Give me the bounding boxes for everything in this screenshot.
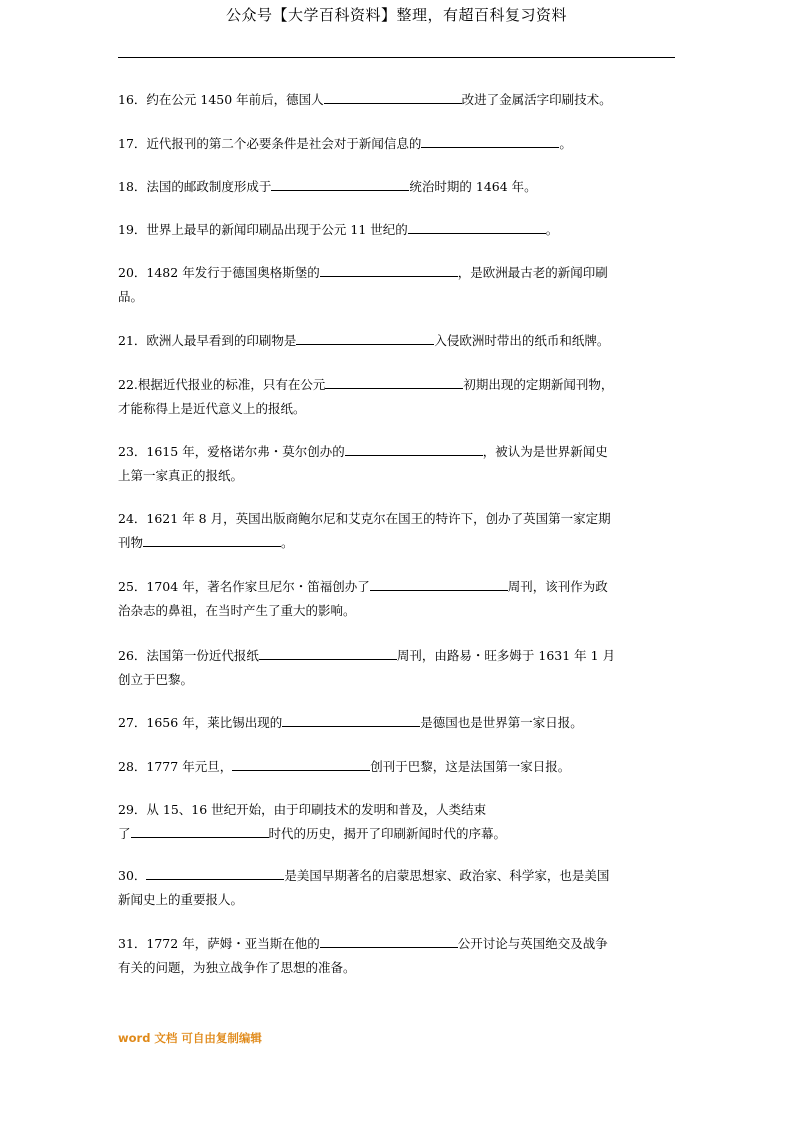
question-text: 新闻史上的重要报人。: [118, 892, 244, 907]
question-29: [118, 798, 638, 846]
question-text: 品。: [118, 289, 144, 304]
question-text: 26．法国第一份近代报纸: [118, 648, 259, 663]
answer-blank[interactable]: [296, 330, 434, 345]
question-21: [118, 329, 638, 353]
question-23: [118, 440, 638, 488]
question-text: 公开讨论与英国绝交及战争: [457, 936, 608, 951]
answer-blank[interactable]: [131, 823, 269, 838]
question-25: [118, 575, 638, 623]
question-text: 19．世界上最早的新闻印刷品出现于公元 11 世纪的: [118, 222, 408, 237]
question-17: [118, 132, 638, 156]
question-text: 创立于巴黎。: [118, 672, 194, 687]
question-text: ，被认为是世界新闻史: [482, 444, 608, 459]
question-text: 入侵欧洲时带出的纸币和纸牌。: [434, 333, 610, 348]
question-text: 24．1621 年 8 月，英国出版商鲍尔尼和艾克尔在国王的特许下，创办了英国第一家定期: [118, 511, 611, 526]
answer-blank[interactable]: [271, 176, 409, 191]
question-text: 23．1615 年，爱格诺尔弗・莫尔创办的: [118, 444, 345, 459]
header-divider: [118, 57, 675, 58]
answer-blank[interactable]: [143, 532, 281, 547]
question-text: 时代的历史，揭开了印刷新闻时代的序幕。: [268, 826, 507, 841]
question-27: [118, 711, 638, 735]
question-text: 初期出现的定期新闻刊物，: [463, 377, 614, 392]
question-text: 28．1777 年元旦，: [118, 759, 233, 774]
question-text: 17．近代报刊的第二个必要条件是社会对于新闻信息的: [118, 136, 422, 151]
question-19: [118, 218, 638, 242]
question-text: 刊物: [118, 535, 144, 550]
question-text: 。: [559, 136, 572, 151]
footer-note: word 文档 可自由复制编辑: [118, 1031, 262, 1045]
question-28: [118, 755, 638, 779]
question-text: ，是欧洲最古老的新闻印刷: [457, 265, 608, 280]
question-text: 。: [545, 222, 559, 237]
answer-blank[interactable]: [408, 219, 546, 234]
question-text: 16．约在公元 1450 年前后，德国人: [118, 92, 324, 107]
question-text: 27．1656 年，莱比锡出现的: [118, 715, 283, 730]
page-header: 公众号【大学百科资料】整理，有超百科复习资料: [225, 6, 567, 24]
question-22: [118, 373, 638, 421]
question-text: 上第一家真正的报纸。: [118, 468, 244, 483]
answer-blank[interactable]: [259, 645, 397, 660]
question-18: [118, 175, 638, 199]
question-20: [118, 261, 638, 309]
question-text: 22.根据近代报业的标准，只有在公元: [118, 377, 326, 392]
question-text: 30．: [118, 868, 147, 883]
answer-blank[interactable]: [282, 712, 420, 727]
question-text: 21．欧洲人最早看到的印刷物是: [118, 333, 297, 348]
question-text: 治杂志的鼻祖，在当时产生了重大的影响。: [118, 603, 356, 618]
question-text: 20．1482 年发行于德国奥格斯堡的: [118, 265, 320, 280]
answer-blank[interactable]: [146, 865, 284, 880]
question-26: [118, 644, 638, 692]
answer-blank[interactable]: [370, 576, 508, 591]
question-text: 周刊，该刊作为政: [507, 579, 608, 594]
question-text: 29．从 15、16 世纪开始，由于印刷技术的发明和普及，人类结束: [118, 802, 487, 817]
answer-blank[interactable]: [345, 441, 483, 456]
question-text: 才能称得上是近代意义上的报纸。: [118, 401, 306, 416]
question-text: 是德国也是世界第一家日报。: [420, 715, 583, 730]
question-30: [118, 864, 638, 912]
answer-blank[interactable]: [320, 262, 458, 277]
answer-blank[interactable]: [421, 133, 559, 148]
question-text: 周刊，由路易・旺多姆于 1631 年 1 月: [396, 648, 616, 663]
question-text: 25．1704 年，著名作家旦尼尔・笛福创办了: [118, 579, 370, 594]
answer-blank[interactable]: [320, 933, 458, 948]
question-text: 是美国早期著名的启蒙思想家、政治家、科学家，也是美国: [284, 868, 610, 883]
question-text: 。: [281, 535, 294, 550]
question-text: 有关的问题，为独立战争作了思想的准备。: [118, 960, 356, 975]
question-text: 18．法国的邮政制度形成于: [118, 179, 272, 194]
answer-blank[interactable]: [324, 89, 462, 104]
question-31: [118, 932, 638, 980]
answer-blank[interactable]: [325, 374, 463, 389]
question-24: [118, 507, 638, 555]
answer-blank[interactable]: [232, 756, 370, 771]
question-text: 创刊于巴黎，这是法国第一家日报。: [370, 759, 571, 774]
question-text: 统治时期的 1464 年。: [409, 179, 537, 194]
question-16: [118, 88, 638, 112]
question-text: 了: [118, 826, 131, 841]
question-text: 31．1772 年，萨姆・亚当斯在他的: [118, 936, 320, 951]
question-text: 改进了金属活字印刷技术。: [461, 92, 612, 107]
